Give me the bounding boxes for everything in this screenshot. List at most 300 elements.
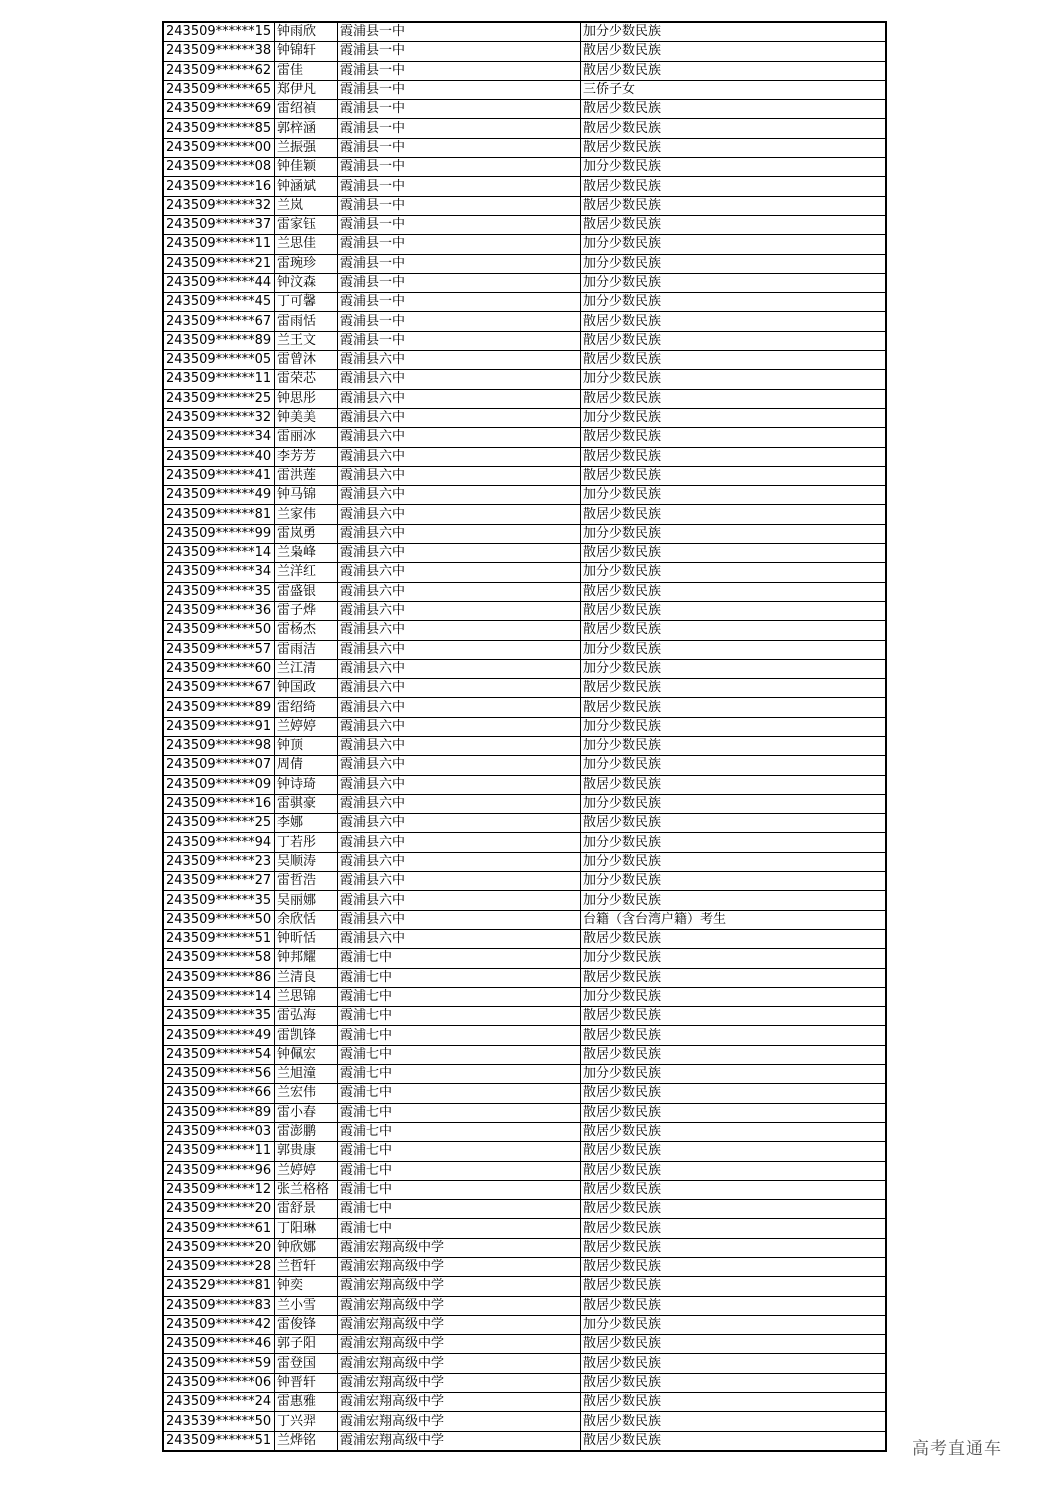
student-name-cell: 雷舒景 — [275, 1200, 338, 1219]
category-cell: 加分少数民族 — [581, 756, 887, 775]
exam-id-cell: 243509******27 — [163, 872, 275, 891]
category-cell: 散居少数民族 — [581, 42, 887, 61]
school-cell: 霞浦县六中 — [338, 756, 581, 775]
category-cell: 加分少数民族 — [581, 717, 887, 736]
category-cell: 散居少数民族 — [581, 447, 887, 466]
school-cell: 霞浦县六中 — [338, 736, 581, 755]
school-cell: 霞浦宏翔高级中学 — [338, 1315, 581, 1334]
student-name-cell: 郭贵康 — [275, 1142, 338, 1161]
table-row — [163, 1045, 886, 1064]
table-row — [163, 968, 886, 987]
school-cell: 霞浦县六中 — [338, 582, 581, 601]
student-name-cell: 雷哲浩 — [275, 872, 338, 891]
category-cell: 散居少数民族 — [581, 1045, 887, 1064]
school-cell: 霞浦县六中 — [338, 717, 581, 736]
exam-id-cell: 243509******20 — [163, 1238, 275, 1257]
exam-id-cell: 243509******49 — [163, 486, 275, 505]
exam-id-cell: 243509******96 — [163, 1161, 275, 1180]
school-cell: 霞浦县一中 — [338, 158, 581, 177]
school-cell: 霞浦宏翔高级中学 — [338, 1412, 581, 1431]
category-cell: 散居少数民族 — [581, 601, 887, 620]
table-row — [163, 293, 886, 312]
category-cell: 散居少数民族 — [581, 1335, 887, 1354]
category-cell: 散居少数民族 — [581, 1026, 887, 1045]
exam-id-cell: 243509******91 — [163, 717, 275, 736]
student-name-cell: 兰旭潼 — [275, 1065, 338, 1084]
table-row — [163, 717, 886, 736]
category-cell: 散居少数民族 — [581, 968, 887, 987]
category-cell: 加分少数民族 — [581, 22, 887, 42]
category-cell: 散居少数民族 — [581, 389, 887, 408]
school-cell: 霞浦宏翔高级中学 — [338, 1335, 581, 1354]
school-cell: 霞浦县六中 — [338, 698, 581, 717]
student-name-cell: 兰哲轩 — [275, 1258, 338, 1277]
table-row — [163, 119, 886, 138]
table-row — [163, 524, 886, 543]
school-cell: 霞浦县一中 — [338, 312, 581, 331]
category-cell: 加分少数民族 — [581, 563, 887, 582]
table-row — [163, 1007, 886, 1026]
student-name-cell: 兰婷婷 — [275, 1161, 338, 1180]
category-cell: 加分少数民族 — [581, 408, 887, 427]
table-row — [163, 447, 886, 466]
student-name-cell: 钟佩宏 — [275, 1045, 338, 1064]
student-name-cell: 兰江清 — [275, 659, 338, 678]
exam-id-cell: 243509******50 — [163, 621, 275, 640]
table-row — [163, 601, 886, 620]
student-name-cell: 雷登国 — [275, 1354, 338, 1373]
exam-id-cell: 243509******16 — [163, 177, 275, 196]
school-cell: 霞浦七中 — [338, 1161, 581, 1180]
student-name-cell: 雷小春 — [275, 1103, 338, 1122]
table-row — [163, 408, 886, 427]
student-name-cell: 钟昕恬 — [275, 929, 338, 948]
exam-id-cell: 243509******61 — [163, 1219, 275, 1238]
exam-id-cell: 243509******35 — [163, 891, 275, 910]
exam-id-cell: 243509******15 — [163, 22, 275, 42]
table-row — [163, 872, 886, 891]
table-row — [163, 1296, 886, 1315]
exam-id-cell: 243509******11 — [163, 1142, 275, 1161]
category-cell: 加分少数民族 — [581, 736, 887, 755]
exam-id-cell: 243509******58 — [163, 949, 275, 968]
category-cell: 散居少数民族 — [581, 582, 887, 601]
table-row — [163, 1122, 886, 1141]
student-name-cell: 兰思佳 — [275, 235, 338, 254]
student-name-cell: 雷家钰 — [275, 215, 338, 234]
student-name-cell: 雷洪莲 — [275, 466, 338, 485]
category-cell: 散居少数民族 — [581, 215, 887, 234]
category-cell: 加分少数民族 — [581, 524, 887, 543]
school-cell: 霞浦县一中 — [338, 42, 581, 61]
category-cell: 加分少数民族 — [581, 872, 887, 891]
category-cell: 散居少数民族 — [581, 1431, 887, 1451]
student-name-cell: 张兰格格 — [275, 1180, 338, 1199]
exam-id-cell: 243509******42 — [163, 1315, 275, 1334]
school-cell: 霞浦县六中 — [338, 794, 581, 813]
student-name-cell: 雷俊锋 — [275, 1315, 338, 1334]
exam-id-cell: 243509******20 — [163, 1200, 275, 1219]
student-name-cell: 兰清良 — [275, 968, 338, 987]
category-cell: 加分少数民族 — [581, 794, 887, 813]
student-name-cell: 雷盛银 — [275, 582, 338, 601]
school-cell: 霞浦县六中 — [338, 659, 581, 678]
student-name-cell: 雷雨洁 — [275, 640, 338, 659]
category-cell: 散居少数民族 — [581, 331, 887, 350]
exam-id-cell: 243509******34 — [163, 428, 275, 447]
school-cell: 霞浦县一中 — [338, 61, 581, 80]
category-cell: 散居少数民族 — [581, 1103, 887, 1122]
category-cell: 散居少数民族 — [581, 1277, 887, 1296]
school-cell: 霞浦县一中 — [338, 196, 581, 215]
school-cell: 霞浦县一中 — [338, 138, 581, 157]
student-name-cell: 兰振强 — [275, 138, 338, 157]
school-cell: 霞浦县六中 — [338, 447, 581, 466]
category-cell: 加分少数民族 — [581, 293, 887, 312]
category-cell: 加分少数民族 — [581, 659, 887, 678]
table-row — [163, 736, 886, 755]
school-cell: 霞浦县六中 — [338, 486, 581, 505]
table-row — [163, 61, 886, 80]
table-row — [163, 486, 886, 505]
student-name-cell: 兰小雪 — [275, 1296, 338, 1315]
school-cell: 霞浦七中 — [338, 987, 581, 1006]
table-row — [163, 1103, 886, 1122]
school-cell: 霞浦县六中 — [338, 814, 581, 833]
table-row — [163, 640, 886, 659]
category-cell: 加分少数民族 — [581, 1065, 887, 1084]
category-cell: 散居少数民族 — [581, 1373, 887, 1392]
category-cell: 加分少数民族 — [581, 158, 887, 177]
exam-id-cell: 243509******25 — [163, 814, 275, 833]
student-name-cell: 雷杨杰 — [275, 621, 338, 640]
exam-id-cell: 243509******89 — [163, 1103, 275, 1122]
school-cell: 霞浦县一中 — [338, 331, 581, 350]
category-cell: 加分少数民族 — [581, 254, 887, 273]
category-cell: 散居少数民族 — [581, 312, 887, 331]
category-cell: 散居少数民族 — [581, 1161, 887, 1180]
exam-id-cell: 243509******83 — [163, 1296, 275, 1315]
school-cell: 霞浦七中 — [338, 1142, 581, 1161]
student-name-cell: 雷丽冰 — [275, 428, 338, 447]
exam-id-cell: 243509******45 — [163, 293, 275, 312]
school-cell: 霞浦县一中 — [338, 235, 581, 254]
table-row — [163, 177, 886, 196]
category-cell: 散居少数民族 — [581, 505, 887, 524]
student-name-cell: 雷澎鹏 — [275, 1122, 338, 1141]
exam-id-cell: 243509******12 — [163, 1180, 275, 1199]
table-row — [163, 1431, 886, 1451]
exam-id-cell: 243509******14 — [163, 544, 275, 563]
exam-id-cell: 243509******66 — [163, 1084, 275, 1103]
table-row — [163, 1142, 886, 1161]
exam-id-cell: 243509******69 — [163, 100, 275, 119]
school-cell: 霞浦县六中 — [338, 466, 581, 485]
exam-id-cell: 243509******38 — [163, 42, 275, 61]
category-cell: 散居少数民族 — [581, 119, 887, 138]
table-row — [163, 254, 886, 273]
school-cell: 霞浦县六中 — [338, 544, 581, 563]
exam-id-cell: 243509******46 — [163, 1335, 275, 1354]
student-name-cell: 雷骐豪 — [275, 794, 338, 813]
table-row — [163, 1354, 886, 1373]
school-cell: 霞浦七中 — [338, 1122, 581, 1141]
exam-id-cell: 243509******35 — [163, 1007, 275, 1026]
table-row — [163, 910, 886, 929]
school-cell: 霞浦宏翔高级中学 — [338, 1373, 581, 1392]
watermark: 高考直通车 — [912, 1439, 1002, 1459]
school-cell: 霞浦七中 — [338, 949, 581, 968]
category-cell: 散居少数民族 — [581, 698, 887, 717]
school-cell: 霞浦县六中 — [338, 640, 581, 659]
category-cell: 散居少数民族 — [581, 814, 887, 833]
student-name-cell: 雷岚勇 — [275, 524, 338, 543]
table-row — [163, 852, 886, 871]
table-row — [163, 331, 886, 350]
student-name-cell: 钟锦轩 — [275, 42, 338, 61]
exam-id-cell: 243509******89 — [163, 331, 275, 350]
table-row — [163, 1219, 886, 1238]
student-name-cell: 钟欣娜 — [275, 1238, 338, 1257]
category-cell: 加分少数民族 — [581, 987, 887, 1006]
exam-id-cell: 243509******32 — [163, 408, 275, 427]
student-name-cell: 丁若彤 — [275, 833, 338, 852]
table-row — [163, 679, 886, 698]
student-name-cell: 雷惠雅 — [275, 1393, 338, 1412]
table-row — [163, 235, 886, 254]
school-cell: 霞浦宏翔高级中学 — [338, 1296, 581, 1315]
category-cell: 加分少数民族 — [581, 486, 887, 505]
school-cell: 霞浦县六中 — [338, 852, 581, 871]
table-row — [163, 1277, 886, 1296]
student-name-cell: 兰烨铭 — [275, 1431, 338, 1451]
table-row — [163, 659, 886, 678]
school-cell: 霞浦宏翔高级中学 — [338, 1258, 581, 1277]
exam-id-cell: 243509******67 — [163, 679, 275, 698]
exam-id-cell: 243509******50 — [163, 910, 275, 929]
exam-id-cell: 243509******34 — [163, 563, 275, 582]
table-row — [163, 775, 886, 794]
table-row — [163, 312, 886, 331]
category-cell: 散居少数民族 — [581, 1084, 887, 1103]
school-cell: 霞浦县六中 — [338, 872, 581, 891]
exam-id-cell: 243509******25 — [163, 389, 275, 408]
school-cell: 霞浦县六中 — [338, 351, 581, 370]
table-row — [163, 22, 886, 42]
category-cell: 散居少数民族 — [581, 1142, 887, 1161]
exam-id-cell: 243509******11 — [163, 370, 275, 389]
table-row — [163, 138, 886, 157]
table-row — [163, 466, 886, 485]
table-row — [163, 1393, 886, 1412]
exam-id-cell: 243509******36 — [163, 601, 275, 620]
table-row — [163, 428, 886, 447]
student-name-cell: 兰岚 — [275, 196, 338, 215]
school-cell: 霞浦七中 — [338, 1065, 581, 1084]
exam-id-cell: 243509******40 — [163, 447, 275, 466]
student-name-cell: 兰枭峰 — [275, 544, 338, 563]
exam-id-cell: 243509******89 — [163, 698, 275, 717]
category-cell: 散居少数民族 — [581, 1122, 887, 1141]
student-name-cell: 郭梓涵 — [275, 119, 338, 138]
school-cell: 霞浦县六中 — [338, 891, 581, 910]
school-cell: 霞浦县六中 — [338, 621, 581, 640]
student-name-cell: 郭子阳 — [275, 1335, 338, 1354]
exam-id-cell: 243509******60 — [163, 659, 275, 678]
school-cell: 霞浦宏翔高级中学 — [338, 1354, 581, 1373]
student-list-table — [162, 21, 887, 1452]
school-cell: 霞浦七中 — [338, 1026, 581, 1045]
category-cell: 散居少数民族 — [581, 544, 887, 563]
table-row — [163, 1373, 886, 1392]
category-cell: 散居少数民族 — [581, 679, 887, 698]
table-row — [163, 1180, 886, 1199]
exam-id-cell: 243509******86 — [163, 968, 275, 987]
student-name-cell: 钟涵斌 — [275, 177, 338, 196]
student-name-cell: 郑伊凡 — [275, 80, 338, 99]
table-row — [163, 544, 886, 563]
student-name-cell: 丁兴羿 — [275, 1412, 338, 1431]
student-name-cell: 雷雨恬 — [275, 312, 338, 331]
table-row — [163, 1412, 886, 1431]
student-name-cell: 雷子烨 — [275, 601, 338, 620]
student-name-cell: 雷凯锋 — [275, 1026, 338, 1045]
student-name-cell: 丁阳琳 — [275, 1219, 338, 1238]
student-name-cell: 余欣恬 — [275, 910, 338, 929]
school-cell: 霞浦县六中 — [338, 563, 581, 582]
school-cell: 霞浦七中 — [338, 1084, 581, 1103]
table-row — [163, 1065, 886, 1084]
exam-id-cell: 243509******41 — [163, 466, 275, 485]
category-cell: 散居少数民族 — [581, 1258, 887, 1277]
exam-id-cell: 243509******67 — [163, 312, 275, 331]
school-cell: 霞浦县六中 — [338, 389, 581, 408]
school-cell: 霞浦县六中 — [338, 370, 581, 389]
category-cell: 散居少数民族 — [581, 621, 887, 640]
exam-id-cell: 243509******44 — [163, 273, 275, 292]
table-row — [163, 1084, 886, 1103]
exam-id-cell: 243509******59 — [163, 1354, 275, 1373]
category-cell: 散居少数民族 — [581, 100, 887, 119]
category-cell: 散居少数民族 — [581, 196, 887, 215]
table-row — [163, 42, 886, 61]
exam-id-cell: 243509******06 — [163, 1373, 275, 1392]
exam-id-cell: 243509******51 — [163, 929, 275, 948]
table-row — [163, 100, 886, 119]
exam-id-cell: 243509******94 — [163, 833, 275, 852]
category-cell: 散居少数民族 — [581, 177, 887, 196]
category-cell: 散居少数民族 — [581, 466, 887, 485]
student-name-cell: 钟思彤 — [275, 389, 338, 408]
category-cell: 散居少数民族 — [581, 351, 887, 370]
table-row — [163, 1161, 886, 1180]
table-row — [163, 273, 886, 292]
school-cell: 霞浦七中 — [338, 1180, 581, 1199]
student-name-cell: 钟汶森 — [275, 273, 338, 292]
table-row — [163, 389, 886, 408]
exam-id-cell: 243509******98 — [163, 736, 275, 755]
student-name-cell: 钟马锦 — [275, 486, 338, 505]
exam-id-cell: 243539******50 — [163, 1412, 275, 1431]
student-name-cell: 兰思锦 — [275, 987, 338, 1006]
table-row — [163, 814, 886, 833]
student-name-cell: 丁可馨 — [275, 293, 338, 312]
category-cell: 台籍（含台湾户籍）考生 — [581, 910, 887, 929]
student-name-cell: 钟雨欣 — [275, 22, 338, 42]
category-cell: 散居少数民族 — [581, 1354, 887, 1373]
exam-id-cell: 243509******35 — [163, 582, 275, 601]
school-cell: 霞浦县一中 — [338, 293, 581, 312]
school-cell: 霞浦宏翔高级中学 — [338, 1238, 581, 1257]
exam-id-cell: 243509******99 — [163, 524, 275, 543]
table-row — [163, 794, 886, 813]
table-row — [163, 949, 886, 968]
category-cell: 散居少数民族 — [581, 1393, 887, 1412]
student-name-cell: 钟邦耀 — [275, 949, 338, 968]
category-cell: 散居少数民族 — [581, 61, 887, 80]
student-name-cell: 雷琬珍 — [275, 254, 338, 273]
school-cell: 霞浦县六中 — [338, 428, 581, 447]
category-cell: 加分少数民族 — [581, 891, 887, 910]
student-name-cell: 李娜 — [275, 814, 338, 833]
exam-id-cell: 243509******21 — [163, 254, 275, 273]
exam-id-cell: 243509******51 — [163, 1431, 275, 1451]
table-body — [163, 22, 886, 1451]
exam-id-cell: 243509******62 — [163, 61, 275, 80]
school-cell: 霞浦县六中 — [338, 833, 581, 852]
exam-id-cell: 243509******05 — [163, 351, 275, 370]
category-cell: 加分少数民族 — [581, 833, 887, 852]
category-cell: 散居少数民族 — [581, 775, 887, 794]
exam-id-cell: 243509******24 — [163, 1393, 275, 1412]
school-cell: 霞浦七中 — [338, 1103, 581, 1122]
student-name-cell: 雷弘海 — [275, 1007, 338, 1026]
category-cell: 散居少数民族 — [581, 1200, 887, 1219]
category-cell: 散居少数民族 — [581, 1296, 887, 1315]
student-name-cell: 吴顺涛 — [275, 852, 338, 871]
student-name-cell: 兰洋红 — [275, 563, 338, 582]
student-name-cell: 兰王文 — [275, 331, 338, 350]
school-cell: 霞浦宏翔高级中学 — [338, 1393, 581, 1412]
student-name-cell: 周倩 — [275, 756, 338, 775]
school-cell: 霞浦七中 — [338, 1007, 581, 1026]
school-cell: 霞浦县六中 — [338, 679, 581, 698]
table-row — [163, 582, 886, 601]
school-cell: 霞浦县一中 — [338, 80, 581, 99]
table-row — [163, 1335, 886, 1354]
table-row — [163, 215, 886, 234]
table-row — [163, 756, 886, 775]
category-cell: 三侨子女 — [581, 80, 887, 99]
exam-id-cell: 243509******14 — [163, 987, 275, 1006]
school-cell: 霞浦县一中 — [338, 119, 581, 138]
school-cell: 霞浦县一中 — [338, 215, 581, 234]
exam-id-cell: 243529******81 — [163, 1277, 275, 1296]
exam-id-cell: 243509******00 — [163, 138, 275, 157]
table-row — [163, 1258, 886, 1277]
exam-id-cell: 243509******49 — [163, 1026, 275, 1045]
exam-id-cell: 243509******07 — [163, 756, 275, 775]
category-cell: 加分少数民族 — [581, 273, 887, 292]
student-name-cell: 钟晋轩 — [275, 1373, 338, 1392]
exam-id-cell: 243509******56 — [163, 1065, 275, 1084]
student-name-cell: 钟佳颖 — [275, 158, 338, 177]
school-cell: 霞浦宏翔高级中学 — [338, 1431, 581, 1451]
student-name-cell: 钟诗琦 — [275, 775, 338, 794]
school-cell: 霞浦七中 — [338, 1219, 581, 1238]
table-row — [163, 563, 886, 582]
student-name-cell: 钟顶 — [275, 736, 338, 755]
